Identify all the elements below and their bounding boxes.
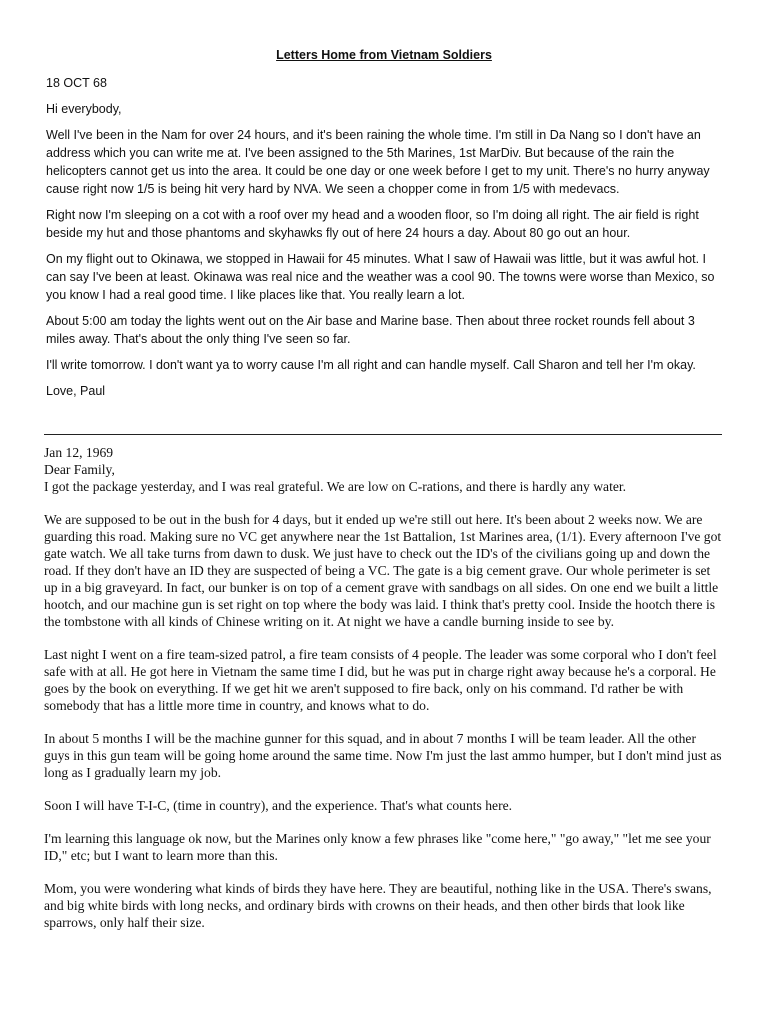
letter-1-paragraph: Right now I'm sleeping on a cot with a roof over my head and a wooden floor, so I'm doing all right. The air field is right beside my hut and those phantoms and skyhawks fly out of here 24 hours a day. About 80 go out an hour. [46, 208, 699, 240]
letter-1-paragraph: I'll write tomorrow. I don't want ya to worry cause I'm all right and can handle myself. Call Sharon and tell her I'm okay. [46, 358, 696, 372]
document-title: Letters Home from Vietnam Soldiers [276, 48, 492, 62]
letter-1-paragraph: About 5:00 am today the lights went out on the Air base and Marine base. Then about three rocket rounds fell about 3 miles away. That's about the only thing I've seen so far. [46, 314, 695, 346]
letter-1-paragraph: On my flight out to Okinawa, we stopped in Hawaii for 45 minutes. What I saw of Hawaii was little, but it was awful hot. I can say I've been at least. Okinawa was real nice and the weather was a cool 90. The towns were worse than Mexico, so you know I had a real good time. I like places like that. You really learn a lot. [46, 252, 715, 302]
letter-1 [46, 74, 726, 408]
letter-divider [44, 434, 722, 435]
letter-2-paragraph: Soon I will have T-I-C, (time in country), and the experience. That's what counts here. [44, 798, 513, 813]
letter-2-paragraph: In about 5 months I will be the machine gunner for this squad, and in about 7 months I will be team leader. All the other guys in this gun team will be going home around the same time. Now I'm just the last ammo humper, but I don't mind just as long as I gradually learn my job. [44, 731, 722, 780]
letter-2-paragraph: Last night I went on a fire team-sized patrol, a fire team consists of 4 people. The leader was some corporal who I don't feel safe with at all. He got here in Vietnam the same time I did, but he was put in charge right away because he's a corporal. He goes by the book on everything. If we get hit we aren't supposed to fire back, only on his command. I'd rather be with somebody that has a little more time in country, and knows what to do. [44, 647, 717, 713]
letter-2-paragraph: I'm learning this language ok now, but the Marines only know a few phrases like "come here," "go away," "let me see your ID," etc; but I want to learn more than this. [44, 831, 711, 863]
letter-2-date: Jan 12, 1969 [44, 445, 114, 460]
letter-2 [44, 444, 724, 947]
letter-1-paragraph: Well I've been in the Nam for over 24 hours, and it's been raining the whole time. I'm still in Da Nang so I don't have an address which you can write me at. I've been assigned to the 5th Marines, 1st MarDiv. But because of the rain the helicopters cannot get us into the area. It could be one day or one week before I get to my unit. There's no hurry anyway cause right now 1/5 is being hit very hard by NVA. We seen a chopper come in from 1/5 with medevacs. [46, 128, 710, 196]
letter-2-paragraph: I got the package yesterday, and I was real grateful. We are low on C-rations, and there is hardly any water. [44, 479, 627, 494]
letter-2-greeting: Dear Family, [44, 462, 115, 477]
letter-2-paragraph: Mom, you were wondering what kinds of birds they have here. They are beautiful, nothing like in the USA. There's swans, and big white birds with long necks, and ordinary birds with crowns on their heads, and then other birds that look like sparrows, only half their size. [44, 881, 712, 930]
letter-2-paragraph: We are supposed to be out in the bush for 4 days, but it ended up we're still out here. It's been about 2 weeks now. We are guarding this road. Making sure no VC get anywhere near the 1st Battalion, 1st Marines area, (1/1). Every afternoon I've got gate watch. We all take turns from dawn to dusk. We just have to check out the ID's of the civilians going up and down the road. If they don't have an ID they are suspected of being a VC. The gate is a big cement grave. Our whole perimeter is set up in a big graveyard. In fact, our bunker is on top of a cement grave with sandbags on all sides. On one end we built a little hootch, and our machine gun is set right on top where the body was laid. I think that's pretty cool. Inside the hootch there is the tombstone with all kinds of Chinese writing on it. At night we have a candle burning inside to see by. [44, 512, 722, 629]
letter-1-date: 18 OCT 68 [46, 76, 107, 90]
letter-1-signoff: Love, Paul [46, 384, 106, 398]
letter-1-greeting: Hi everybody, [46, 102, 122, 116]
